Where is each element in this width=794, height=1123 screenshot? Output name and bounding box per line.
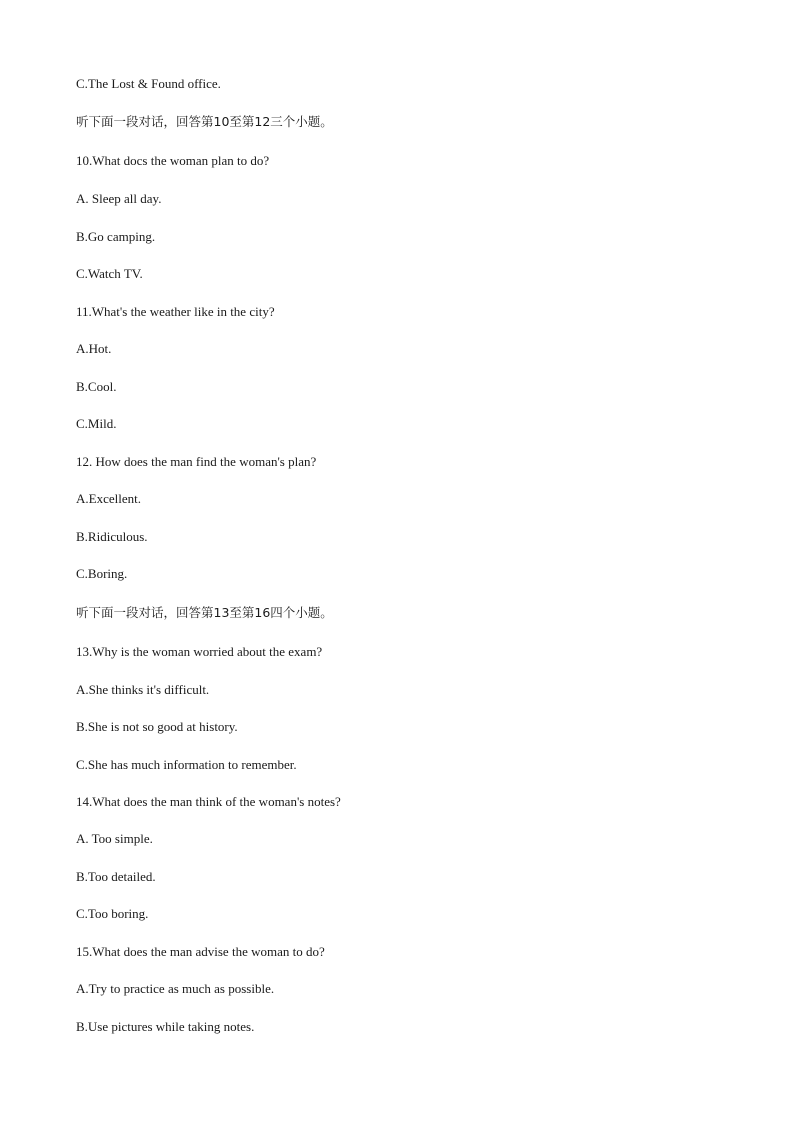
- question: 12. How does the man find the woman's plan?: [76, 454, 317, 469]
- answer-option: C.Boring.: [76, 566, 128, 581]
- answer-option: C.Mild.: [76, 416, 117, 431]
- answer-option: A. Too simple.: [76, 831, 153, 846]
- answer-option: B.Ridiculous.: [76, 529, 148, 544]
- section-instruction: 听下面一段对话，回答第13至第16四个小题。: [76, 605, 333, 620]
- answer-option: C.Too boring.: [76, 906, 149, 921]
- answer-option: B.Use pictures while taking notes.: [76, 1019, 255, 1034]
- answer-option: B.Cool.: [76, 379, 117, 394]
- answer-option: A.Try to practice as much as possible.: [76, 981, 275, 996]
- question: 11.What's the weather like in the city?: [76, 304, 275, 319]
- answer-option: C.The Lost & Found office.: [76, 76, 221, 91]
- question: 13.Why is the woman worried about the exam?: [76, 644, 323, 659]
- answer-option: A. Sleep all day.: [76, 191, 162, 206]
- answer-option: B.She is not so good at history.: [76, 719, 238, 734]
- section-instruction: 听下面一段对话，回答第10至第12三个小题。: [76, 114, 333, 129]
- answer-option: C.Watch TV.: [76, 266, 143, 281]
- answer-option: A.Excellent.: [76, 491, 141, 506]
- answer-option: B.Too detailed.: [76, 869, 156, 884]
- answer-option: A.Hot.: [76, 341, 112, 356]
- answer-option: C.She has much information to remember.: [76, 757, 297, 772]
- answer-option: B.Go camping.: [76, 229, 156, 244]
- question: 10.What docs the woman plan to do?: [76, 153, 270, 168]
- answer-option: A.She thinks it's difficult.: [76, 682, 210, 697]
- question: 14.What does the man think of the woman's notes?: [76, 794, 341, 809]
- question: 15.What does the man advise the woman to do?: [76, 944, 325, 959]
